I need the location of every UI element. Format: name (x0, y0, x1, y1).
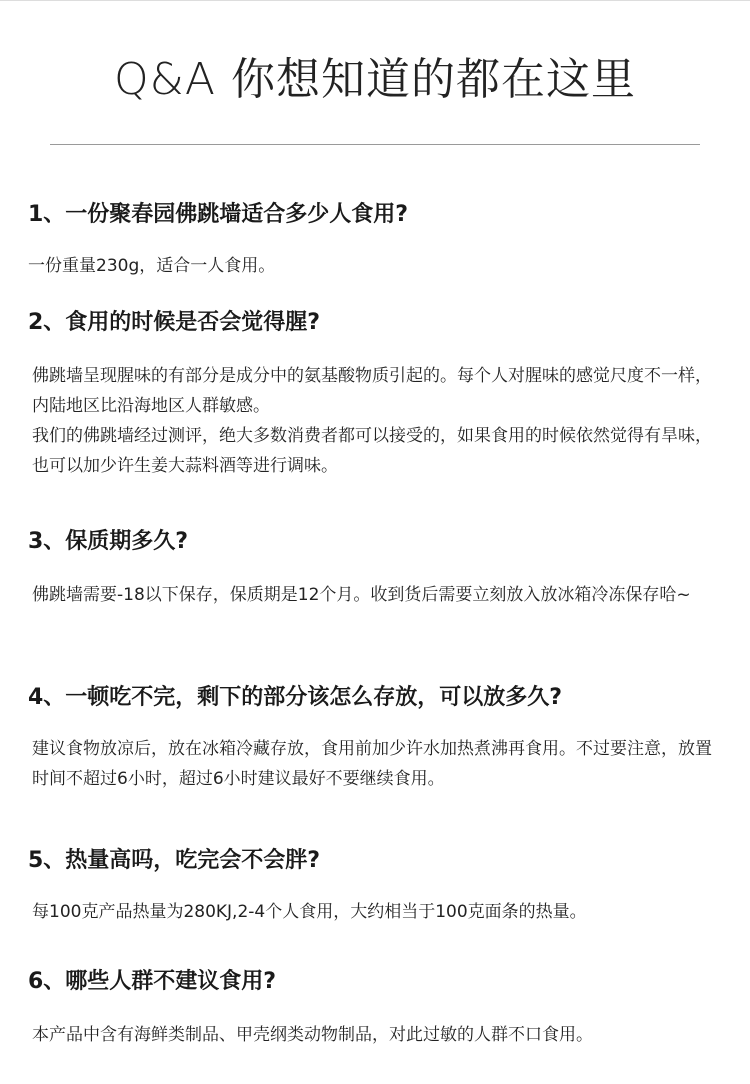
answer-4-paragraph-1: 建议食物放凉后，放在冰箱冷藏存放，食用前加少许水加热煮沸再食用。不过要注意，放置时间不超过6小时，超过6小时建议最好不要继续食用。 (32, 739, 712, 789)
answer-2-paragraph-2: 我们的佛跳墙经过测评，绝大多数消费者都可以接受的，如果食用的时候依然觉得有旱味，也可以加少许生姜大蒜料酒等进行调味。 (32, 426, 712, 476)
answer-6 (28, 1020, 728, 1050)
question-5: 5、热量高吗，吃完会不会胖? (28, 848, 321, 873)
question-3: 3、保质期多久? (28, 529, 189, 554)
title-divider (50, 144, 700, 145)
page-title: Q&A 你想知道的都在这里 (113, 54, 637, 105)
answer-2-paragraph-1: 佛跳墙呈现腥味的有部分是成分中的氨基酸物质引起的。每个人对腥味的感觉尺度不一样，内陆地区比沿海地区人群敏感。 (32, 366, 712, 416)
answer-1-paragraph-1: 一份重量230g，适合一人食用。 (28, 256, 276, 276)
answer-5 (28, 897, 728, 927)
top-border-line (0, 0, 750, 1)
question-1: 1、一份聚春园佛跳墙适合多少人食用? (28, 202, 409, 227)
qa-item-6 (28, 966, 728, 1050)
answer-6-paragraph-1: 本产品中含有海鲜类制品、甲壳纲类动物制品，对此过敏的人群不口食用。 (32, 1025, 593, 1045)
answer-4 (28, 734, 728, 794)
question-6: 6、哪些人群不建议食用? (28, 969, 277, 994)
answer-3 (28, 580, 728, 610)
answer-2 (28, 361, 728, 481)
qa-item-5 (28, 845, 728, 927)
qa-item-2 (28, 307, 728, 481)
qa-item-3 (28, 526, 728, 610)
question-4: 4、一顿吃不完，剩下的部分该怎么存放，可以放多久? (28, 685, 563, 710)
qa-item-4 (28, 682, 728, 794)
answer-1 (28, 251, 728, 281)
question-2: 2、食用的时候是否会觉得腥? (28, 310, 321, 335)
qa-item-1 (28, 199, 728, 281)
answer-5-paragraph-1: 每100克产品热量为280KJ,2-4个人食用，大约相当于100克面条的热量。 (32, 902, 587, 922)
answer-3-paragraph-1: 佛跳墙需要-18以下保存，保质期是12个月。收到货后需要立刻放入放冰箱冷冻保存哈~ (32, 585, 691, 605)
